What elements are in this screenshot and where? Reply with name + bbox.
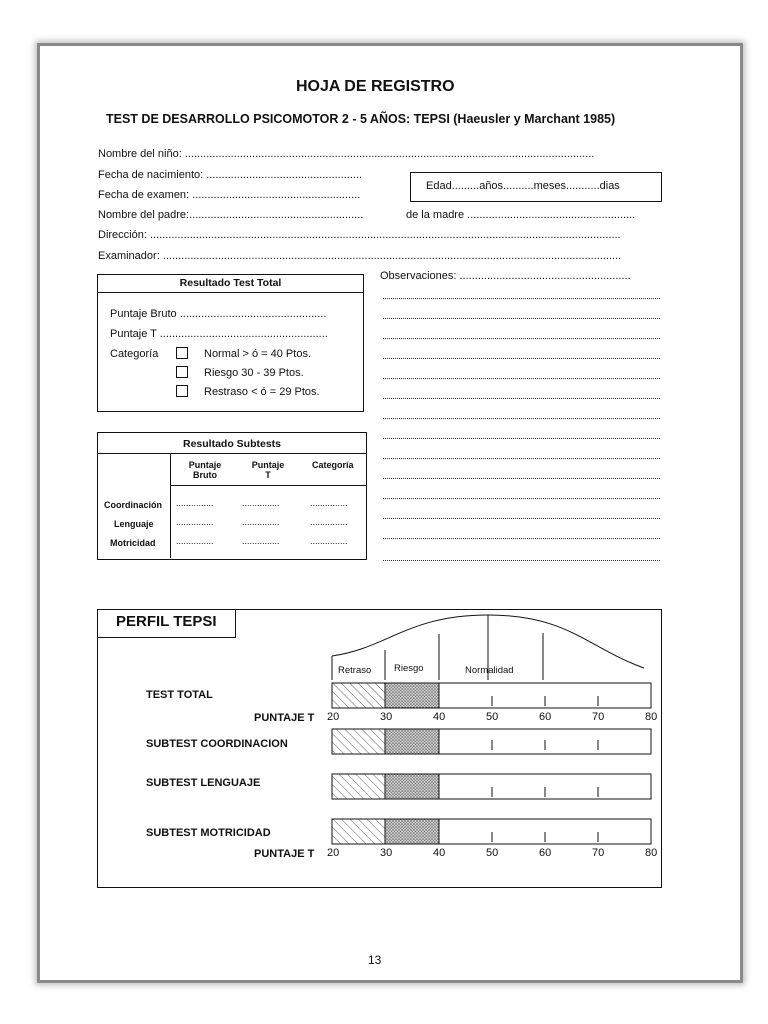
row-lenguaje: Lenguaje: [114, 519, 154, 529]
row-label-test-total: TEST TOTAL: [146, 689, 213, 701]
field-nombre-nino: Nombre del niño: ......................................................................................................................................: [98, 148, 595, 160]
puntaje-label-top: PUNTAJE T: [254, 712, 315, 724]
option-retraso: Restraso < ó = 29 Ptos.: [204, 386, 320, 398]
bar-lenguaje: [332, 774, 651, 799]
obs-line: [383, 418, 660, 419]
puntaje-label-bottom: PUNTAJE T: [254, 848, 315, 860]
tick-label: 30: [380, 847, 393, 859]
row-motricidad: Motricidad: [110, 538, 156, 548]
checkbox-normal[interactable]: [176, 347, 188, 359]
tick-label: 30: [380, 711, 393, 723]
obs-line: [383, 358, 660, 359]
field-madre: de la madre .......................................................: [406, 209, 636, 221]
blank-cell: ...............: [176, 517, 214, 527]
field-direccion: Dirección: ..........................................................................................................................................................: [98, 229, 621, 241]
blank-cell: ...............: [176, 498, 214, 508]
tick-label: 70: [592, 847, 605, 859]
blank-cell: ...............: [242, 517, 280, 527]
obs-line: [383, 398, 660, 399]
resultado-total-box: [97, 274, 364, 412]
option-riesgo: Riesgo 30 - 39 Ptos.: [204, 367, 304, 379]
row-label-motricidad: SUBTEST MOTRICIDAD: [146, 827, 271, 839]
row-label-coordinacion: SUBTEST COORDINACION: [146, 738, 288, 750]
blank-cell: ...............: [310, 517, 348, 527]
tick-label: 20: [327, 847, 340, 859]
puntaje-bruto: Puntaje Bruto ................................................: [110, 308, 327, 320]
page-subtitle: TEST DE DESARROLLO PSICOMOTOR 2 - 5 AÑOS: TEPSI (Haeusler y Marchant 1985): [106, 112, 616, 126]
blank-cell: ...............: [310, 536, 348, 546]
tick-label: 80: [645, 711, 658, 723]
obs-line: [383, 378, 660, 379]
tick-label: 60: [539, 711, 552, 723]
perfil-box: [97, 609, 662, 888]
tick-label: 40: [433, 711, 446, 723]
subtests-header-rule: [170, 485, 366, 486]
tick-label: 40: [433, 847, 446, 859]
page-number: 13: [368, 953, 382, 967]
tick-label: 20: [327, 711, 340, 723]
resultado-subtests-box: [97, 432, 367, 560]
field-examinador: Examinador: ......................................................................................................................................................: [98, 250, 622, 262]
tick-label: 80: [645, 847, 658, 859]
col-bruto-header: Puntaje Bruto: [188, 460, 222, 480]
perfil-title: PERFIL TEPSI: [116, 613, 217, 630]
checkbox-riesgo[interactable]: [176, 366, 188, 378]
tick-label: 60: [539, 847, 552, 859]
row-coordinacion: Coordinación: [104, 500, 162, 510]
row-label-lenguaje: SUBTEST LENGUAJE: [146, 777, 261, 789]
obs-line: [383, 438, 660, 439]
field-edad: Edad.........años..........meses...........dias: [426, 180, 620, 192]
resultado-subtests-title: Resultado Subtests: [98, 433, 366, 454]
blank-cell: ...............: [310, 498, 348, 508]
zone-normalidad: Normalidad: [465, 665, 514, 676]
bar-motricidad: [332, 819, 651, 844]
checkbox-retraso[interactable]: [176, 385, 188, 397]
subtests-divider: [170, 454, 171, 558]
col-categoria-header: Categoría: [312, 460, 354, 470]
edad-box: [410, 172, 662, 202]
field-observaciones: Observaciones: ........................................................: [380, 270, 631, 282]
blank-cell: ...............: [176, 536, 214, 546]
obs-line: [383, 538, 660, 539]
obs-line: [383, 498, 660, 499]
field-nombre-padre: Nombre del padre:.........................................................: [98, 209, 364, 221]
categoria-label: Categoría: [110, 348, 159, 360]
obs-line: [383, 560, 660, 561]
blank-cell: ...............: [242, 498, 280, 508]
tick-label: 70: [592, 711, 605, 723]
bar-coordinacion: [332, 729, 651, 754]
puntaje-t: Puntaje T .......................................................: [110, 328, 328, 340]
col-t-header: Puntaje T: [251, 460, 285, 480]
tick-label: 50: [486, 711, 499, 723]
field-fecha-examen: Fecha de examen: .......................................................: [98, 189, 361, 201]
tick-label: 50: [486, 847, 499, 859]
perfil-title-box: [98, 610, 236, 638]
blank-cell: ...............: [242, 536, 280, 546]
obs-line: [383, 298, 660, 299]
field-fecha-nacimiento: Fecha de nacimiento: ...................................................: [98, 169, 363, 181]
page-title: HOJA DE REGISTRO: [296, 78, 455, 95]
obs-line: [383, 338, 660, 339]
option-normal: Normal > ó = 40 Ptos.: [204, 348, 311, 360]
obs-line: [383, 478, 660, 479]
obs-line: [383, 458, 660, 459]
resultado-total-title: Resultado Test Total: [98, 275, 363, 293]
zone-riesgo: Riesgo: [394, 663, 424, 674]
obs-line: [383, 318, 660, 319]
obs-line: [383, 518, 660, 519]
zone-retraso: Retraso: [338, 665, 372, 676]
